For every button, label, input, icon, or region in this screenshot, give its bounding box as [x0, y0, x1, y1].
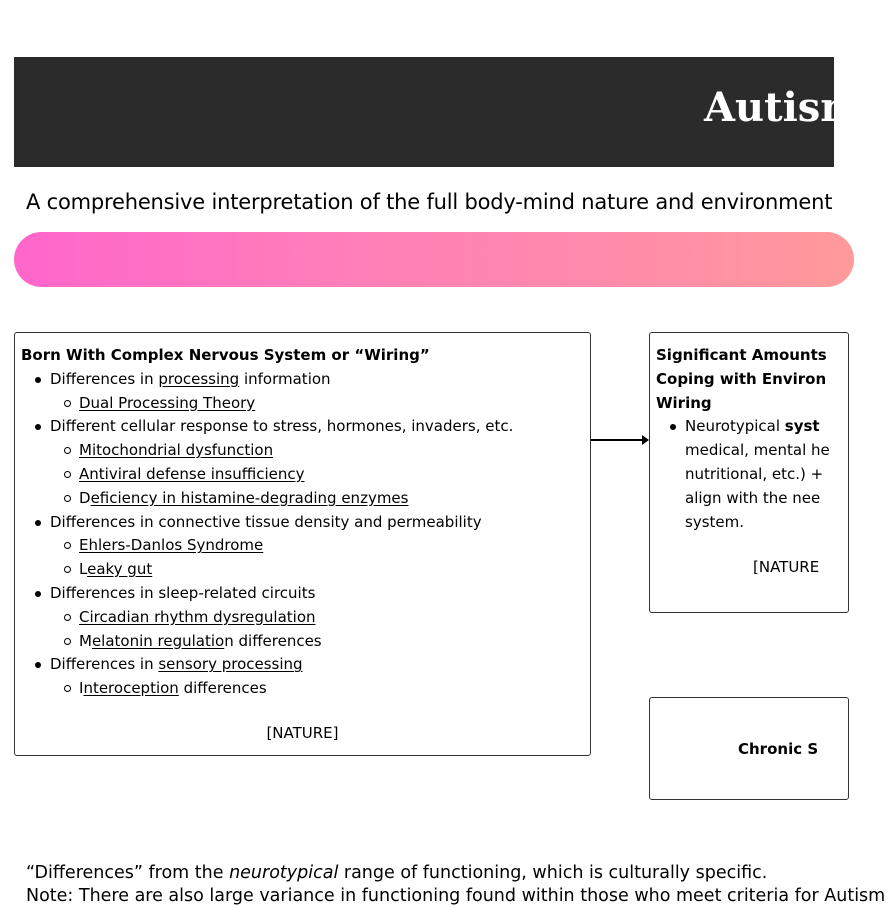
nature-sublist-item: [50, 487, 586, 511]
nature-list-item: [21, 511, 586, 582]
item-text-suffix: information: [239, 369, 331, 388]
subitem-text: L: [79, 560, 88, 579]
coping-title-line-1: Significant Amounts: [656, 346, 827, 364]
nature-sublist-item: [50, 558, 586, 582]
nature-sublist-item: [50, 606, 586, 630]
subitem-text: M: [79, 631, 92, 650]
nature-wiring-title: Born With Complex Nervous System or “Wiring”: [21, 346, 430, 364]
coping-item-text: Neurotypical: [685, 417, 785, 436]
chronic-box-label: Chronic S: [738, 740, 819, 758]
coping-content: [656, 344, 896, 534]
subitem-text-suffix: n differences: [224, 631, 322, 650]
subitem-link[interactable]: Antiviral defense insufficiency: [79, 464, 305, 483]
footnote-line-1: [26, 862, 885, 885]
nature-sublist: [50, 392, 586, 416]
nature-sublist: [50, 677, 586, 701]
item-text: Differences in: [50, 655, 159, 674]
page-title: Autism: [704, 84, 863, 131]
subitem-text-suffix: differences: [178, 679, 267, 698]
coping-item-line-4: system.: [685, 512, 744, 531]
subitem-link[interactable]: nteroception: [83, 679, 179, 698]
nature-wiring-box: [14, 332, 591, 756]
nature-sublist: [50, 534, 586, 582]
nature-list-item: [21, 368, 586, 416]
subitem-link[interactable]: Circadian rhythm dysregulation: [79, 607, 316, 626]
nature-sublist-item: [50, 392, 586, 416]
subitem-link[interactable]: Ehlers-Danlos Syndrome: [79, 536, 264, 555]
item-text: Differences in sleep-related circuits: [50, 583, 316, 602]
footnote: [26, 862, 885, 908]
nature-sublist-item: [50, 463, 586, 487]
nature-sublist-item: [50, 534, 586, 558]
nature-list-item-text: [50, 417, 513, 435]
subitem-link[interactable]: Dual Processing Theory: [79, 393, 256, 412]
nature-tag: [NATURE]: [266, 724, 339, 742]
coping-title-line-3: Wiring: [656, 393, 712, 412]
nature-list-item: [21, 653, 586, 701]
item-text: Different cellular response to stress, hormones, invaders, etc.: [50, 417, 514, 436]
nature-wiring-list: [21, 368, 586, 701]
coping-list: [656, 415, 896, 534]
nature-sublist-item: [50, 630, 586, 654]
subitem-text: D: [79, 488, 91, 507]
item-text: Differences in connective tissue density and permeability: [50, 512, 482, 531]
coping-item-line-2: nutritional, etc.) +: [685, 464, 824, 483]
connector-arrowhead-icon: [642, 435, 649, 445]
nature-wiring-content: [21, 344, 586, 701]
coping-title-line-2: Coping with Environ: [656, 369, 827, 388]
nature-sublist: [50, 606, 586, 654]
item-link[interactable]: sensory processing: [158, 655, 303, 674]
subitem-link[interactable]: eficiency in histamine-degrading enzymes: [90, 488, 409, 507]
nature-list-item-text: [50, 584, 315, 602]
nature-list-item: [21, 415, 586, 510]
coping-item-bold: syst: [784, 417, 820, 436]
coping-tag: [NATURE: [753, 558, 820, 576]
footnote-line-2: Note: There are also large variance in functioning found within those who meet criteria for Autism: [26, 886, 886, 906]
nature-list-item-text: [50, 370, 331, 388]
subitem-link[interactable]: eaky gut: [87, 560, 153, 579]
footnote-line-1-post: range of functioning, which is culturally specific.: [338, 863, 768, 883]
nature-sublist: [50, 439, 586, 510]
coping-box: [649, 332, 849, 613]
nature-list-item-text: [50, 655, 303, 673]
coping-list-item: [656, 415, 896, 534]
chronic-box: [649, 697, 849, 800]
subitem-link[interactable]: Mitochondrial dysfunction: [79, 441, 274, 460]
coping-item-line-3: align with the nee: [685, 488, 821, 507]
item-text: Differences in: [50, 369, 159, 388]
footnote-line-1-emphasis: neurotypical: [229, 863, 339, 883]
page-subtitle: A comprehensive interpretation of the full body-mind nature and environment: [26, 190, 833, 214]
nature-list-item-text: [50, 513, 482, 531]
connector-arrow-line: [591, 439, 643, 441]
coping-item-line-1: medical, mental he: [685, 441, 830, 460]
subitem-link[interactable]: elatonin regulatio: [91, 631, 225, 650]
subitem-text: I: [79, 679, 84, 698]
nature-sublist-item: [50, 677, 586, 701]
nature-list-item: [21, 582, 586, 653]
footnote-line-1-pre: “Differences” from the: [26, 863, 230, 883]
item-link[interactable]: processing: [158, 369, 240, 388]
gradient-banner: [14, 232, 854, 287]
nature-sublist-item: [50, 439, 586, 463]
